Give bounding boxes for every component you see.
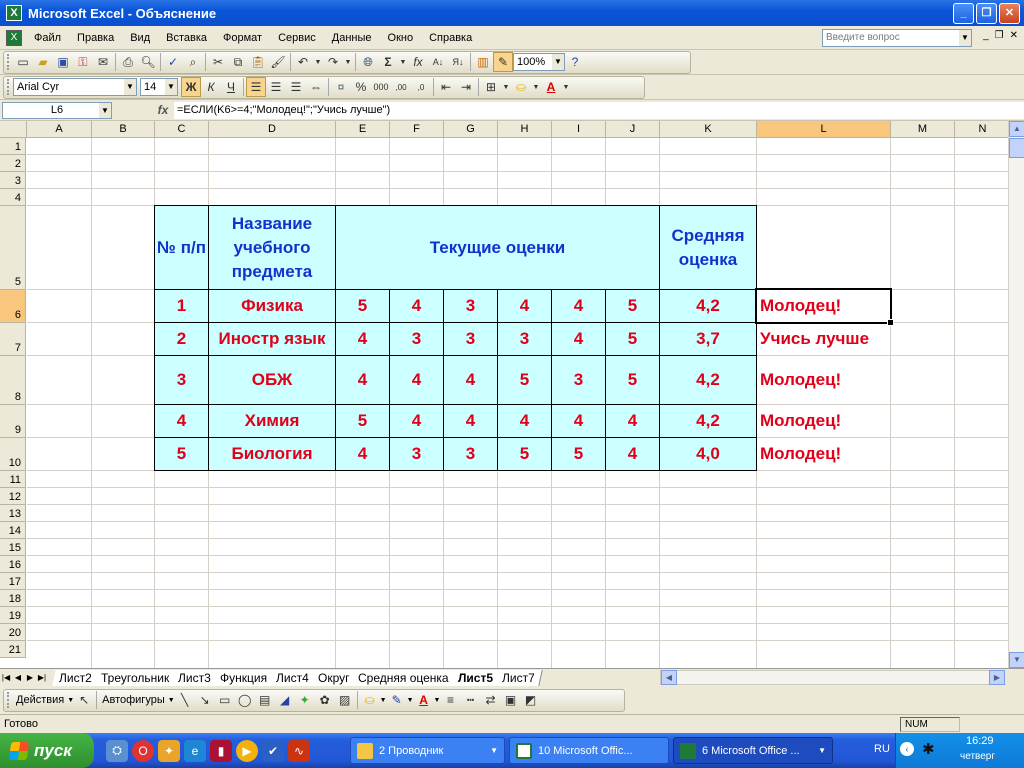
row-num-cell[interactable]: 4	[154, 404, 209, 438]
chevron-down-icon[interactable]: ▼	[124, 79, 136, 95]
toolbar-grip[interactable]	[7, 79, 10, 95]
currency-icon[interactable]: ¤	[337, 80, 345, 94]
column-header-j[interactable]: J	[606, 121, 660, 138]
align-right-icon[interactable]: ☰	[290, 80, 302, 94]
chevron-down-icon[interactable]: ▼	[433, 696, 441, 704]
grade-cell[interactable]: 4	[443, 355, 498, 405]
wordart-icon[interactable]: ◢	[280, 693, 290, 707]
task-label: 6 Microsoft Office ...	[702, 744, 800, 757]
row-num-cell[interactable]: 2	[154, 322, 209, 356]
sheet-tab[interactable]: Лист2	[52, 670, 99, 686]
row-number: 20	[8, 627, 21, 639]
spelling-icon[interactable]: ✓	[167, 55, 179, 69]
chevron-down-icon[interactable]: ▼	[344, 58, 352, 66]
row-header[interactable]	[0, 438, 26, 471]
task-label: 10 Microsoft Offic...	[538, 744, 633, 757]
row-num-cell[interactable]: 5	[154, 437, 209, 471]
header-average[interactable]: Средняя оценка	[659, 205, 757, 290]
grade-cell[interactable]: 5	[497, 437, 552, 471]
taskbar-excel-group[interactable]	[673, 737, 833, 764]
horizontal-scrollbar[interactable]	[660, 670, 1005, 685]
result-cell[interactable]: Молодец!	[760, 444, 842, 463]
start-button[interactable]	[0, 733, 94, 768]
vertical-scrollbar[interactable]	[1008, 121, 1024, 668]
open-icon[interactable]: ▰	[38, 55, 48, 69]
row-header[interactable]	[0, 189, 26, 206]
chevron-down-icon[interactable]: ▼	[167, 696, 175, 704]
windows-flag-icon	[9, 742, 30, 760]
row-header[interactable]	[0, 172, 26, 189]
menu-view[interactable]: Вид	[130, 31, 151, 44]
gridline	[27, 487, 1008, 488]
result-cell[interactable]: Молодец!	[760, 370, 842, 389]
menu-insert[interactable]: Вставка	[166, 31, 208, 44]
grade-cell[interactable]: 4	[443, 404, 498, 438]
scroll-thumb[interactable]	[1009, 138, 1024, 158]
gridline	[27, 188, 1008, 189]
row-number: 1	[14, 141, 21, 153]
zoom-select[interactable]	[513, 53, 565, 71]
chevron-down-icon[interactable]: ▼	[406, 696, 414, 704]
sheet-tab-bar	[0, 668, 1024, 686]
title-bar	[0, 0, 1024, 26]
gridline	[27, 640, 1008, 641]
status-text: Готово	[4, 718, 38, 730]
grade-cell[interactable]: 4	[497, 289, 552, 323]
column-header-b[interactable]: B	[92, 121, 155, 138]
decrease-indent-icon[interactable]: ⇤	[440, 80, 452, 94]
undo-icon[interactable]: ↶	[297, 55, 309, 69]
menu-data[interactable]: Данные	[331, 31, 372, 44]
row-header[interactable]	[0, 155, 26, 172]
result-cell[interactable]: Молодец!	[760, 411, 842, 430]
grade-cell[interactable]: 4	[335, 437, 390, 471]
sheet-tab[interactable]: Лист4	[269, 670, 316, 686]
gridline	[27, 623, 1008, 624]
grade-cell[interactable]: 5	[605, 289, 660, 323]
grade-cell[interactable]: 3	[389, 437, 444, 471]
shadow-icon[interactable]: ▣	[504, 693, 517, 707]
task-label: 2 Проводник	[379, 744, 444, 757]
oval-icon[interactable]: ◯	[237, 693, 252, 707]
gridline	[27, 589, 1008, 590]
row-num-cell[interactable]: 3	[154, 355, 209, 405]
menu-bar	[0, 26, 1024, 50]
row-header[interactable]	[0, 624, 26, 641]
header-grades[interactable]: Текущие оценки	[335, 205, 660, 290]
format-painter-icon[interactable]: 🖌︎	[270, 55, 286, 69]
sheet-tab[interactable]: Треугольник	[94, 670, 177, 686]
next-sheet-icon[interactable]: ▶	[26, 673, 34, 682]
doc-minimize-button[interactable]: _	[983, 30, 989, 41]
row-header[interactable]	[0, 641, 26, 658]
row-number: 21	[8, 644, 21, 656]
clock-time[interactable]: 16:29	[966, 735, 994, 747]
row-number: 8	[14, 391, 21, 403]
chevron-down-icon[interactable]: ▼	[314, 58, 322, 66]
row-number: 15	[8, 542, 21, 554]
column-header-g[interactable]: G	[444, 121, 498, 138]
prev-sheet-icon[interactable]: ◀	[14, 673, 22, 682]
office-icon	[516, 743, 532, 759]
sheet-tab-active[interactable]: Лист5	[451, 670, 500, 686]
start-label: пуск	[34, 740, 72, 760]
column-header-h[interactable]: H	[498, 121, 552, 138]
subject-cell[interactable]: ОБЖ	[208, 355, 336, 405]
standard-toolbar	[0, 50, 1024, 75]
font-color-icon[interactable]: A	[419, 693, 428, 707]
grade-cell[interactable]: 5	[497, 355, 552, 405]
network-icon[interactable]: ⛭	[106, 740, 128, 762]
column-header-i[interactable]: I	[552, 121, 606, 138]
help-icon[interactable]: ?	[571, 55, 579, 69]
doc-restore-button[interactable]: ❐	[994, 30, 1004, 41]
average-cell[interactable]: 4,2	[659, 404, 757, 438]
grade-cell[interactable]: 3	[443, 437, 498, 471]
grade-cell[interactable]: 5	[605, 322, 660, 356]
excel-icon[interactable]: X	[6, 5, 22, 21]
gridline	[27, 504, 1008, 505]
row-header[interactable]	[0, 539, 26, 556]
column-header-c[interactable]: C	[155, 121, 209, 138]
formula-input[interactable]: =ЕСЛИ(K6>=4;"Молодец!";"Учись лучше")	[174, 102, 1024, 119]
sheet-tab[interactable]: Лист3	[171, 670, 218, 686]
grade-cell[interactable]: 3	[551, 355, 606, 405]
drawing-toolbar	[0, 686, 1024, 714]
scroll-up-icon[interactable]: ▲	[1009, 121, 1024, 137]
gridline	[27, 538, 1008, 539]
textbox-icon[interactable]: ▤	[259, 693, 271, 707]
draw-actions-button[interactable]: Действия	[16, 694, 65, 706]
grade-cell[interactable]: 4	[389, 355, 444, 405]
sheet-tab[interactable]: Лист7	[495, 670, 542, 686]
gridline	[27, 521, 1008, 522]
sheet-tab[interactable]: Средняя оценка	[351, 670, 456, 686]
grade-cell[interactable]: 4	[551, 322, 606, 356]
column-header-k[interactable]: K	[660, 121, 757, 138]
menu-edit[interactable]: Правка	[77, 31, 115, 44]
row-number: 12	[8, 491, 21, 503]
cut-icon[interactable]: ✂	[212, 55, 224, 69]
merge-center-icon[interactable]: ⇔	[310, 80, 322, 94]
last-sheet-icon[interactable]: ▶|	[37, 673, 47, 682]
row-number: 11	[9, 474, 21, 486]
line-icon[interactable]: ╲	[181, 693, 189, 707]
drawing-icon[interactable]: ✎	[493, 52, 513, 72]
row-number: 14	[8, 525, 21, 537]
menu-format[interactable]: Формат	[223, 31, 263, 44]
menu-tools[interactable]: Сервис	[278, 31, 316, 44]
row-number: 10	[8, 457, 21, 469]
row-header[interactable]	[0, 488, 26, 505]
grade-cell[interactable]: 4	[551, 289, 606, 323]
chevron-down-icon[interactable]: ▼	[379, 696, 387, 704]
clipart-icon[interactable]: ✿	[319, 693, 330, 707]
increase-indent-icon[interactable]: ⇥	[460, 80, 472, 94]
sheet-tab[interactable]: Округ	[311, 670, 357, 686]
bold-button[interactable]: Ж	[181, 77, 201, 97]
workbook-icon[interactable]: X	[6, 30, 22, 46]
windows-taskbar	[0, 733, 1024, 768]
maximize-button[interactable]: ❐	[976, 3, 997, 24]
column-header-e[interactable]: E	[336, 121, 390, 138]
print-preview-icon[interactable]: 🔍︎	[140, 55, 156, 69]
subject-cell[interactable]: Биология	[208, 437, 336, 471]
row-num-cell[interactable]: 1	[154, 289, 209, 323]
scroll-left-icon[interactable]: ◀	[661, 670, 677, 685]
monitor-icon[interactable]: ∿	[288, 740, 310, 762]
grade-cell[interactable]: 5	[605, 355, 660, 405]
scroll-down-icon[interactable]: ▼	[1009, 652, 1024, 668]
row-number: 5	[14, 276, 21, 288]
row-number: 7	[14, 342, 21, 354]
help-placeholder: Введите вопрос	[826, 32, 900, 43]
chevron-down-icon[interactable]: ▼	[99, 103, 111, 118]
grade-cell[interactable]: 4	[551, 404, 606, 438]
new-icon[interactable]: ▭	[17, 55, 29, 69]
chevron-down-icon[interactable]: ▼	[562, 83, 570, 91]
gridline	[27, 171, 1008, 172]
grade-cell[interactable]: 4	[605, 437, 660, 471]
grade-cell[interactable]: 4	[335, 322, 390, 356]
menu-help[interactable]: Справка	[429, 31, 473, 44]
fill-color-icon[interactable]: ⛀	[364, 693, 375, 707]
gridline	[27, 572, 1008, 573]
row-number: 9	[14, 424, 21, 436]
chevron-down-icon[interactable]: ▼	[165, 79, 177, 95]
align-left-icon[interactable]: ☰	[246, 77, 266, 97]
font-color-icon[interactable]: A	[546, 80, 556, 94]
3d-icon[interactable]: ◩	[524, 693, 537, 707]
row-number: 13	[8, 508, 21, 520]
chevron-down-icon: ▼	[818, 746, 826, 755]
paste-icon[interactable]: 📋︎	[250, 55, 266, 69]
row-number: 17	[8, 576, 21, 588]
sort-ascending-icon[interactable]: A↓	[432, 57, 444, 67]
header-num[interactable]: № п/п	[154, 205, 209, 290]
gridline	[27, 154, 1008, 155]
formatting-toolbar	[0, 75, 1024, 100]
excel-icon	[680, 743, 696, 759]
chevron-down-icon[interactable]: ▼	[959, 30, 971, 46]
grade-cell[interactable]: 3	[443, 322, 498, 356]
copy-icon[interactable]: ⧉	[233, 54, 243, 69]
row-header[interactable]	[0, 471, 26, 488]
column-header-d[interactable]: D	[209, 121, 336, 138]
ie-icon[interactable]: e	[184, 740, 206, 762]
font-size-select[interactable]	[140, 78, 178, 96]
grade-cell[interactable]: 5	[551, 437, 606, 471]
menu-window[interactable]: Окно	[387, 31, 414, 44]
permission-icon[interactable]: ⚿	[78, 54, 88, 69]
row-number: 16	[8, 559, 21, 571]
line-color-icon[interactable]: ✎	[391, 693, 402, 707]
chevron-down-icon[interactable]: ▼	[502, 83, 510, 91]
first-sheet-icon[interactable]: |◀	[1, 673, 11, 682]
row-number: 6	[14, 309, 21, 321]
borders-icon[interactable]: ⊞	[485, 80, 497, 94]
row-header[interactable]	[0, 590, 26, 607]
row-header[interactable]	[0, 138, 26, 155]
autosum-icon[interactable]: Σ	[384, 55, 392, 69]
doc-close-button[interactable]: ✕	[1009, 30, 1018, 41]
column-header-f[interactable]: F	[390, 121, 444, 138]
grade-cell[interactable]: 5	[335, 289, 390, 323]
system-tray	[895, 733, 1024, 768]
dash-style-icon[interactable]: ┅	[466, 693, 475, 707]
menu-file[interactable]: Файл	[34, 31, 62, 44]
spider-icon[interactable]: ✱	[922, 741, 935, 758]
sheet-tab[interactable]: Функция	[213, 670, 274, 686]
email-icon[interactable]: ✉	[97, 55, 109, 69]
zoom-value: 100%	[517, 56, 546, 68]
grade-cell[interactable]: 4	[497, 404, 552, 438]
chevron-down-icon[interactable]: ▼	[67, 696, 75, 704]
row-number: 19	[8, 610, 21, 622]
align-center-icon[interactable]: ☰	[270, 80, 282, 94]
status-bar	[0, 714, 1024, 733]
player-icon[interactable]: ▶	[236, 740, 258, 762]
chevron-down-icon: ▼	[490, 746, 498, 755]
average-cell[interactable]: 4,2	[659, 289, 757, 323]
comma-style-icon[interactable]: 000	[373, 82, 389, 92]
minimize-button[interactable]: _	[953, 3, 974, 24]
chevron-down-icon[interactable]: ▼	[552, 54, 564, 70]
sort-descending-icon[interactable]: Я↓	[452, 57, 464, 67]
row-header[interactable]	[0, 323, 26, 356]
language-indicator[interactable]: RU	[874, 743, 890, 755]
column-header-a[interactable]: A	[27, 121, 92, 138]
grade-cell[interactable]: 4	[335, 355, 390, 405]
column-header-l[interactable]: L	[757, 121, 891, 138]
picture-icon[interactable]: ▨	[339, 693, 351, 707]
hyperlink-icon[interactable]: 🌐︎	[363, 54, 373, 69]
average-cell[interactable]: 4,0	[659, 437, 757, 471]
column-header-n[interactable]: N	[955, 121, 1008, 138]
chevron-down-icon[interactable]: ▼	[399, 58, 407, 66]
average-cell[interactable]: 3,7	[659, 322, 757, 356]
chart-wizard-icon[interactable]: ▥	[477, 55, 489, 69]
toolbar-grip[interactable]	[7, 692, 10, 708]
grade-cell[interactable]: 3	[389, 322, 444, 356]
gridline	[27, 555, 1008, 556]
grade-cell[interactable]: 3	[497, 322, 552, 356]
grade-cell[interactable]: 4	[389, 289, 444, 323]
fill-color-icon[interactable]: ⛀	[515, 80, 527, 94]
row-number: 3	[14, 175, 21, 187]
decrease-decimal-icon[interactable]: ,0	[417, 82, 425, 92]
subject-cell[interactable]: Иностр язык	[208, 322, 336, 356]
function-icon[interactable]: fx	[413, 55, 423, 69]
row-header[interactable]	[0, 522, 26, 539]
select-all-button[interactable]	[0, 121, 27, 138]
diagram-icon[interactable]: ✦	[299, 693, 310, 707]
row-header[interactable]	[0, 356, 26, 405]
row-header[interactable]	[0, 556, 26, 573]
media-icon[interactable]: ▮	[210, 740, 232, 762]
row-header[interactable]	[0, 573, 26, 590]
name-box-value: L6	[50, 103, 64, 116]
column-header-m[interactable]: M	[891, 121, 955, 138]
arrow-style-icon[interactable]: ⇄	[485, 693, 496, 707]
spreadsheet-grid[interactable]	[0, 121, 1008, 668]
increase-decimal-icon[interactable]: ,00	[395, 82, 407, 92]
grade-cell[interactable]: 3	[443, 289, 498, 323]
font-select[interactable]	[13, 78, 137, 96]
line-style-icon[interactable]: ≡	[446, 693, 454, 707]
row-header[interactable]	[0, 290, 26, 323]
close-button[interactable]: ✕	[999, 3, 1020, 24]
app-icon[interactable]: ✔	[262, 740, 284, 762]
clock-day: четверг	[960, 751, 995, 762]
subject-cell[interactable]: Химия	[208, 404, 336, 438]
row-number: 18	[8, 593, 21, 605]
scroll-right-icon[interactable]: ▶	[989, 670, 1005, 685]
toolbar-grip[interactable]	[7, 54, 10, 70]
arrow-icon[interactable]: ↘	[199, 693, 210, 707]
font-size-value: 14	[144, 81, 157, 93]
row-number: 4	[14, 192, 21, 204]
chevron-down-icon[interactable]: ▼	[532, 83, 540, 91]
num-lock-indicator: NUM	[900, 717, 960, 732]
row-header[interactable]	[0, 505, 26, 522]
window-title: Microsoft Excel - Объяснение	[28, 5, 217, 21]
underline-button[interactable]: Ч	[227, 80, 235, 94]
percent-icon[interactable]: %	[355, 80, 367, 94]
row-header[interactable]	[0, 405, 26, 438]
average-cell[interactable]: 4,2	[659, 355, 757, 405]
grade-cell[interactable]: 4	[605, 404, 660, 438]
save-icon[interactable]: ▣	[57, 55, 69, 69]
subject-cell[interactable]: Физика	[208, 289, 336, 323]
result-cell[interactable]: Учись лучше	[760, 329, 870, 348]
formula-bar	[0, 100, 1024, 121]
rectangle-icon[interactable]: ▭	[219, 693, 231, 707]
row-number: 2	[14, 158, 21, 170]
taskbar-office-group[interactable]	[509, 737, 669, 764]
grade-cell[interactable]: 4	[389, 404, 444, 438]
help-search-input[interactable]	[822, 29, 972, 47]
font-value: Arial Cyr	[17, 81, 60, 93]
select-objects-icon[interactable]: ↖	[79, 693, 90, 707]
redo-icon[interactable]: ↷	[327, 55, 339, 69]
folder-icon	[357, 743, 373, 759]
print-icon[interactable]: ⎙	[123, 54, 133, 69]
tool-icon[interactable]: ✦	[158, 740, 180, 762]
row-header[interactable]	[0, 607, 26, 624]
taskbar-explorer[interactable]	[350, 737, 505, 764]
opera-icon[interactable]: O	[132, 740, 154, 762]
header-subject[interactable]: Название учебного предмета	[208, 205, 336, 290]
gridline	[27, 606, 1008, 607]
research-icon[interactable]: ⌕	[189, 54, 197, 69]
grade-cell[interactable]: 5	[335, 404, 390, 438]
tray-arrow-icon[interactable]: ‹	[900, 742, 914, 756]
autoshapes-button[interactable]: Автофигуры	[102, 694, 165, 706]
name-box[interactable]	[2, 102, 112, 119]
insert-function-icon[interactable]: fx	[157, 103, 169, 117]
result-cell[interactable]: Молодец!	[760, 296, 842, 315]
italic-button[interactable]: К	[207, 80, 215, 94]
row-header[interactable]	[0, 206, 26, 290]
